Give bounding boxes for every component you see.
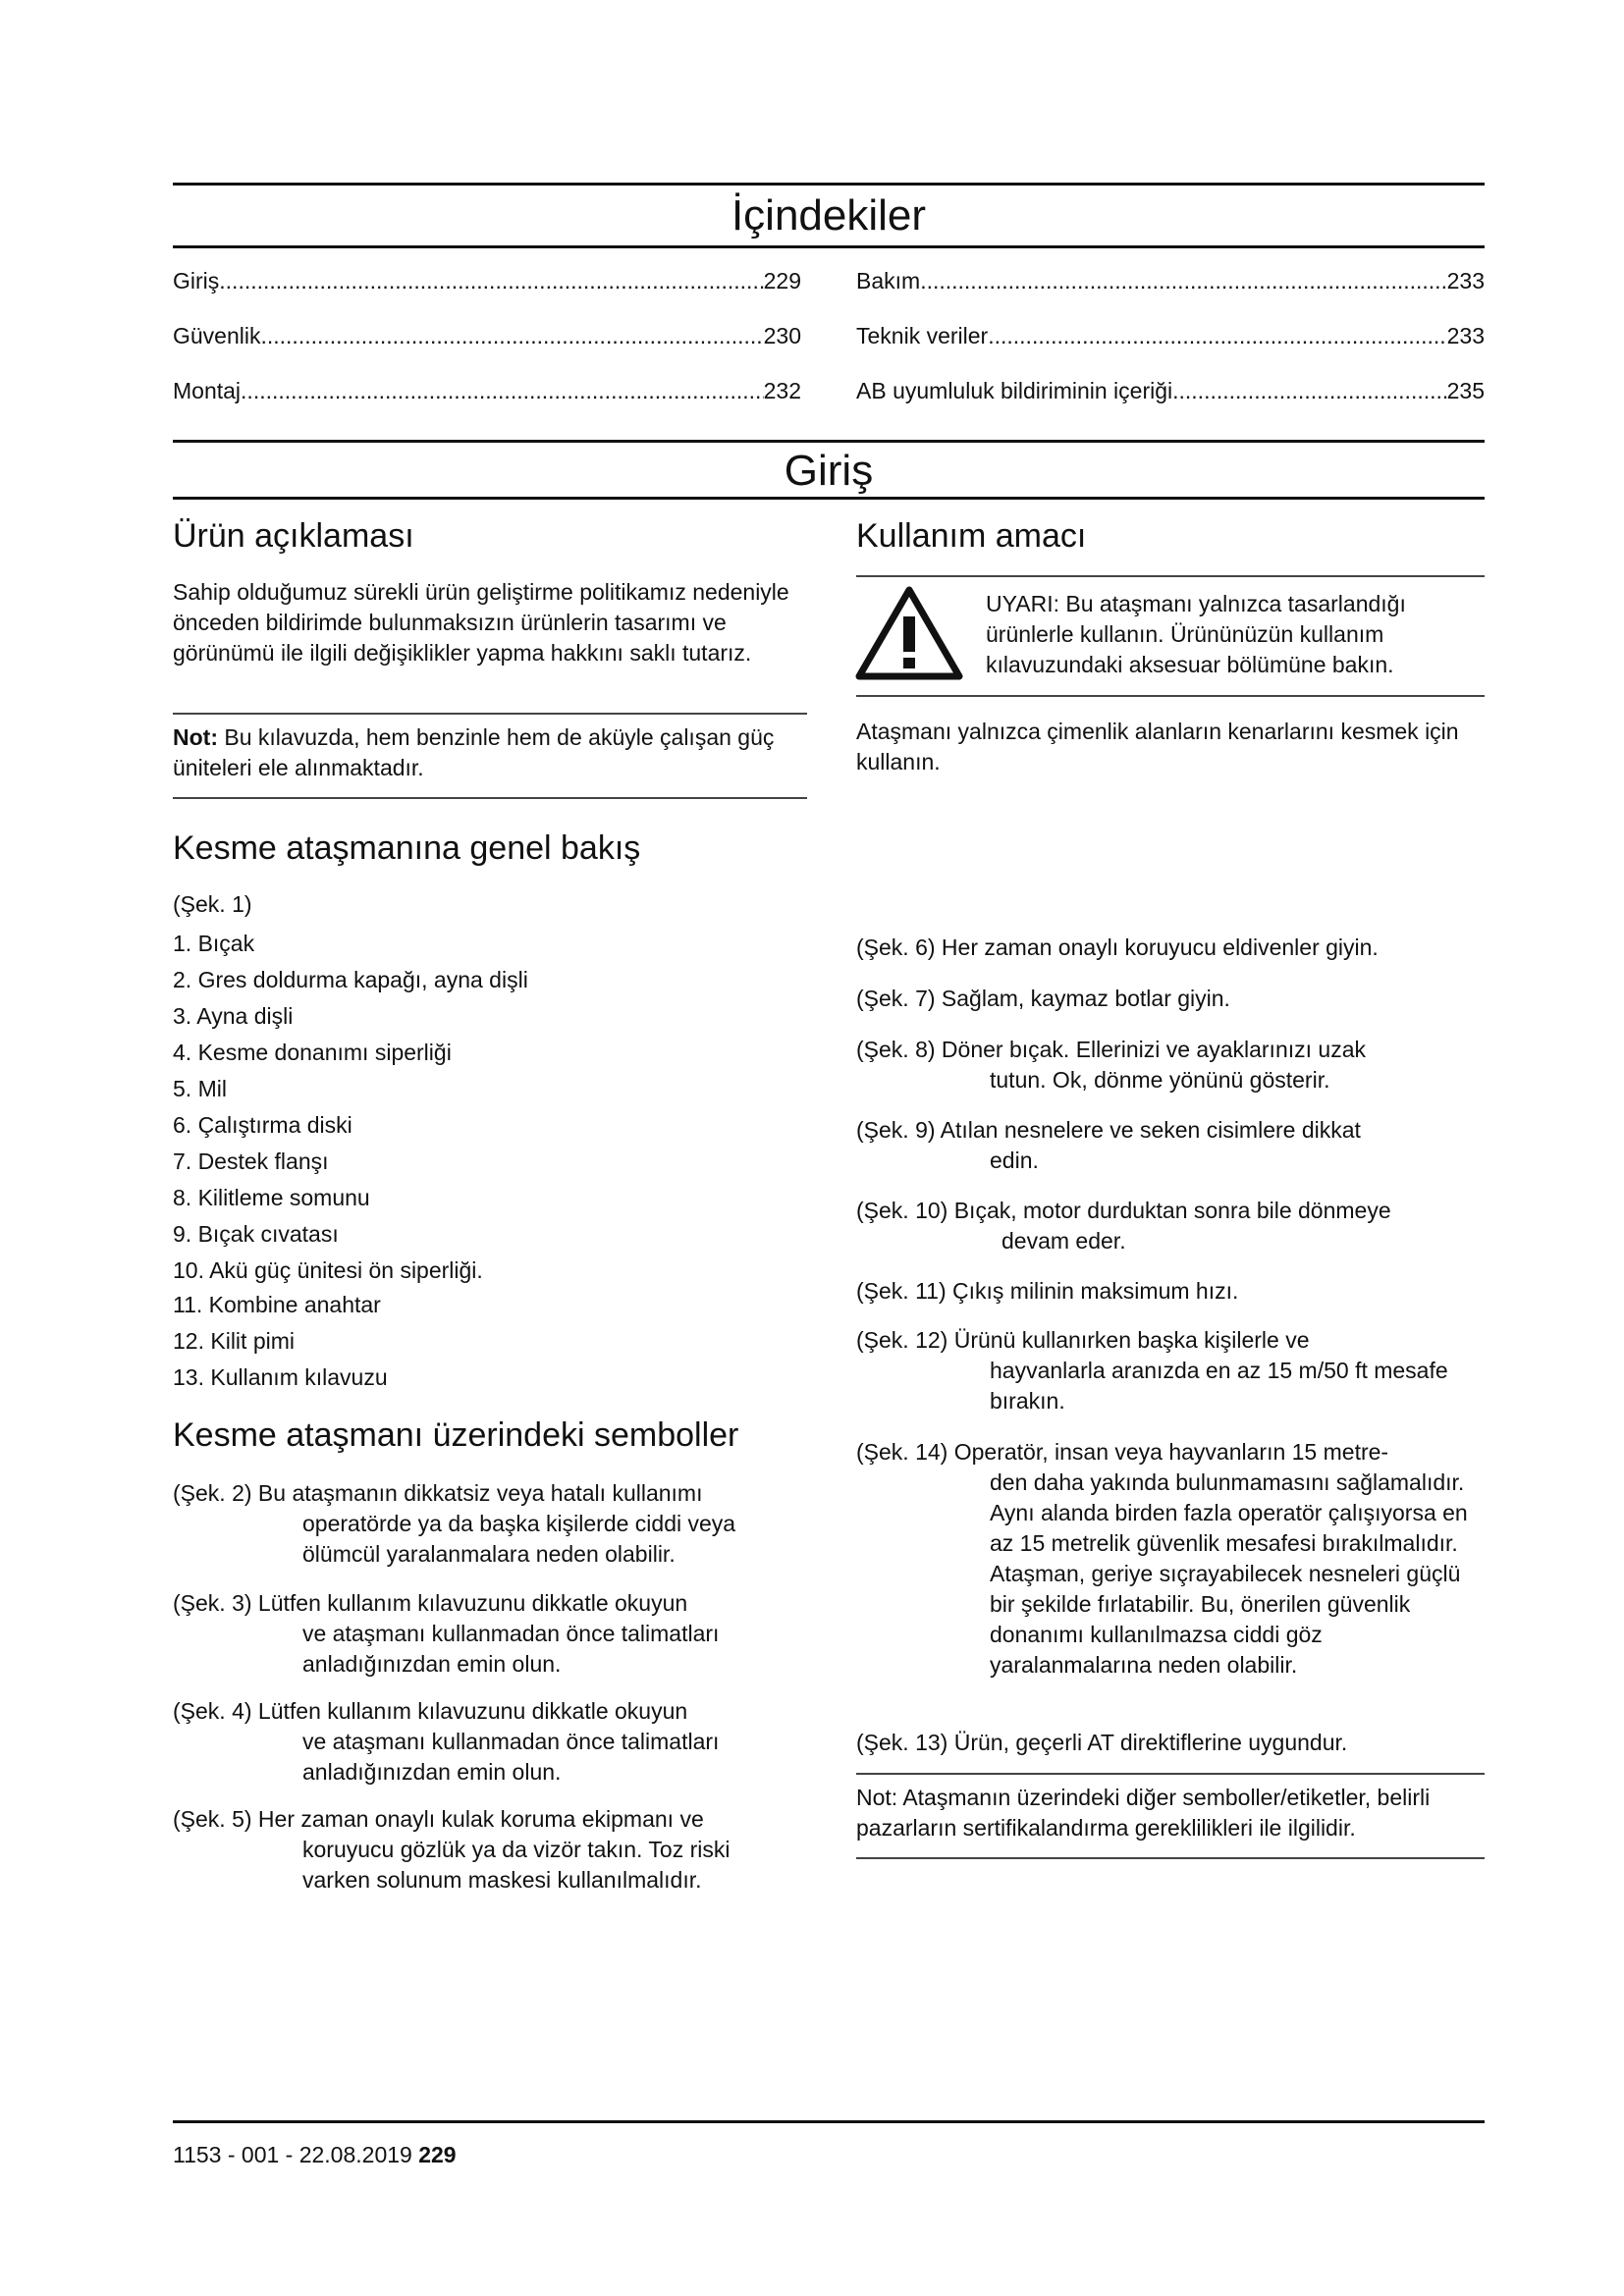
footer: [173, 2140, 457, 2169]
symbols-note: [856, 1783, 1485, 1843]
overview-item: 13. Kullanım kılavuzu: [173, 1364, 388, 1390]
toc-entry-ab-uyumluluk[interactable]: [856, 377, 1485, 404]
note-rule-bottom: [173, 797, 807, 799]
symbol-item: (Şek. 3) Lütfen kullanım kılavuzunu dikkatle okuyun ve ataşmanı kullanmadan önce talimatları anladığınızdan emin olun.: [173, 1590, 720, 1677]
symbol-item: (Şek. 4) Lütfen kullanım kılavuzunu dikkatle okuyun ve ataşmanı kullanmadan önce talimatları anladığınızdan emin olun.: [173, 1698, 720, 1785]
toc-entry-bakim[interactable]: [856, 267, 1485, 294]
overview-item: 9. Bıçak cıvatası: [173, 1221, 339, 1247]
toc-label: AB uyumluluk bildiriminin içeriği: [856, 378, 1173, 403]
warning-body: Bu ataşmanı yalnızca tasarlandığı ürünlerle kullanın. Ürününüzün kullanım kılavuzundaki aksesuar bölümüne bakın.: [986, 591, 1406, 677]
toc-entry-guvenlik[interactable]: [173, 322, 801, 349]
overview-item: 2. Gres doldurma kapağı, ayna dişli: [173, 967, 528, 992]
overview-heading: Kesme ataşmanına genel bakış: [173, 829, 641, 867]
symbol-item: (Şek. 5) Her zaman onaylı kulak koruma ekipmanı ve koruyucu gözlük ya da vizör takın. Toz riski varken solunum maskesi kullanılmalıdır.: [173, 1806, 731, 1893]
warning-text: [986, 589, 1485, 680]
toc-page: 233: [1446, 323, 1485, 348]
note-text: Ataşmanın üzerindeki diğer semboller/etiketler, belirli pazarların sertifikalandırma gereklilikleri ile ilgilidir.: [856, 1785, 1431, 1841]
symbol-item: (Şek. 7) Sağlam, kaymaz botlar giyin.: [856, 986, 1230, 1011]
overview-item: 11. Kombine anahtar: [173, 1292, 381, 1317]
warning-rule-bottom: [856, 695, 1485, 697]
toc-label: Güvenlik: [173, 323, 261, 348]
toc-page: 235: [1446, 378, 1485, 403]
note-label: Not:: [856, 1785, 898, 1810]
overview-item: 6. Çalıştırma diski: [173, 1112, 352, 1138]
toc-entry-teknik-veriler[interactable]: [856, 322, 1485, 349]
symbol-item: (Şek. 11) Çıkış milinin maksimum hızı.: [856, 1278, 1239, 1304]
symbols-heading: Kesme ataşmanı üzerindeki semboller: [173, 1416, 739, 1454]
overview-item: 7. Destek flanşı: [173, 1148, 329, 1174]
symbol-item: (Şek. 12) Ürünü kullanırken başka kişilerle ve hayvanlarla aranızda en az 15 m/50 ft mesafe bırakın.: [856, 1327, 1448, 1414]
overview-item: 8. Kilitleme somunu: [173, 1185, 370, 1210]
overview-item: 1. Bıçak: [173, 931, 255, 956]
note-rule-top: [173, 713, 807, 715]
symbol-item: (Şek. 13) Ürün, geçerli AT direktiflerine uygundur.: [856, 1730, 1348, 1755]
intended-use-heading: Kullanım amacı: [856, 517, 1087, 555]
overview-item: 5. Mil: [173, 1076, 227, 1101]
symbol-item: (Şek. 14) Operatör, insan veya hayvanların 15 metre- den daha yakında bulunmamasını sağlamalıdır. Aynı alanda birden fazla operatör çalışıyorsa en az 15 metrelik güvenlik mesafesi bırakılmalıdır. Ataşman, geriye sıçrayabilecek nesneleri güçlü bir şekilde fırlatabilir. Bu, önerilen güvenlik donanımı kullanılmazsa ciddi göz yaralanmalarına neden olabilir.: [856, 1439, 1468, 1678]
symbol-item: (Şek. 6) Her zaman onaylı koruyucu eldivenler giyin.: [856, 934, 1379, 960]
footer-doc: 1153 - 001 - 22.08.2019: [173, 2142, 412, 2167]
overview-item: 10. Akü güç ünitesi ön siperliği.: [173, 1257, 483, 1283]
toc-entry-montaj[interactable]: [173, 377, 801, 404]
top-rule: [173, 183, 1485, 186]
toc-page: 233: [1446, 268, 1485, 294]
footer-page: 229: [418, 2142, 457, 2167]
toc-label: Bakım: [856, 268, 921, 294]
overview-item: 12. Kilit pimi: [173, 1328, 295, 1354]
toc-title-rule: [173, 245, 1485, 248]
toc-label: Teknik veriler: [856, 323, 989, 348]
symbol-item: (Şek. 10) Bıçak, motor durduktan sonra bile dönmeye devam eder.: [856, 1198, 1391, 1254]
note-label: Not:: [173, 724, 218, 750]
warning-rule-top: [856, 575, 1485, 577]
toc-title: İçindekiler: [731, 191, 927, 240]
toc-page: 232: [763, 378, 801, 403]
toc-label: Giriş: [173, 268, 220, 294]
toc-entry-giris[interactable]: [173, 267, 801, 294]
overview-item: 3. Ayna dişli: [173, 1003, 294, 1029]
note-text: Bu kılavuzda, hem benzinle hem de aküyle çalışan güç üniteleri ele alınmaktadır.: [173, 724, 775, 780]
toc-label: Montaj: [173, 378, 242, 403]
footer-rule: [173, 2120, 1485, 2123]
toc-page: 229: [763, 268, 801, 294]
warning-triangle-icon: [855, 585, 963, 681]
overview-item: 4. Kesme donanımı siperliği: [173, 1040, 452, 1065]
symbol-item: (Şek. 9) Atılan nesnelere ve seken cisimlere dikkat edin.: [856, 1117, 1361, 1173]
overview-figure-ref: (Şek. 1): [173, 891, 252, 917]
section-rule: [173, 440, 1485, 443]
product-description-heading: Ürün açıklaması: [173, 517, 414, 555]
toc-page: 230: [763, 323, 801, 348]
product-description-text: Sahip olduğumuz sürekli ürün geliştirme politikamız nedeniyle önceden bildirimde bulunmaksızın ürünlerin tasarımı ve görünümü ile ilgili değişiklikler yapma hakkını saklı tutarız.: [173, 579, 789, 666]
symbol-item: (Şek. 8) Döner bıçak. Ellerinizi ve ayaklarınızı uzak tutun. Ok, dönme yönünü gösterir.: [856, 1037, 1366, 1093]
product-note: [173, 722, 807, 783]
symbol-item: (Şek. 2) Bu ataşmanın dikkatsiz veya hatalı kullanımı operatörde ya da başka kişilerde ciddi veya ölümcül yaralanmalara neden olabilir.: [173, 1480, 736, 1567]
section-title-rule: [173, 497, 1485, 500]
warning-label: UYARI:: [986, 591, 1059, 616]
symbols-note-rule-bottom: [856, 1857, 1485, 1859]
symbols-note-rule-top: [856, 1773, 1485, 1775]
section-title: Giriş: [784, 447, 874, 495]
intended-use-text: Ataşmanı yalnızca çimenlik alanların kenarlarını kesmek için kullanın.: [856, 719, 1459, 774]
